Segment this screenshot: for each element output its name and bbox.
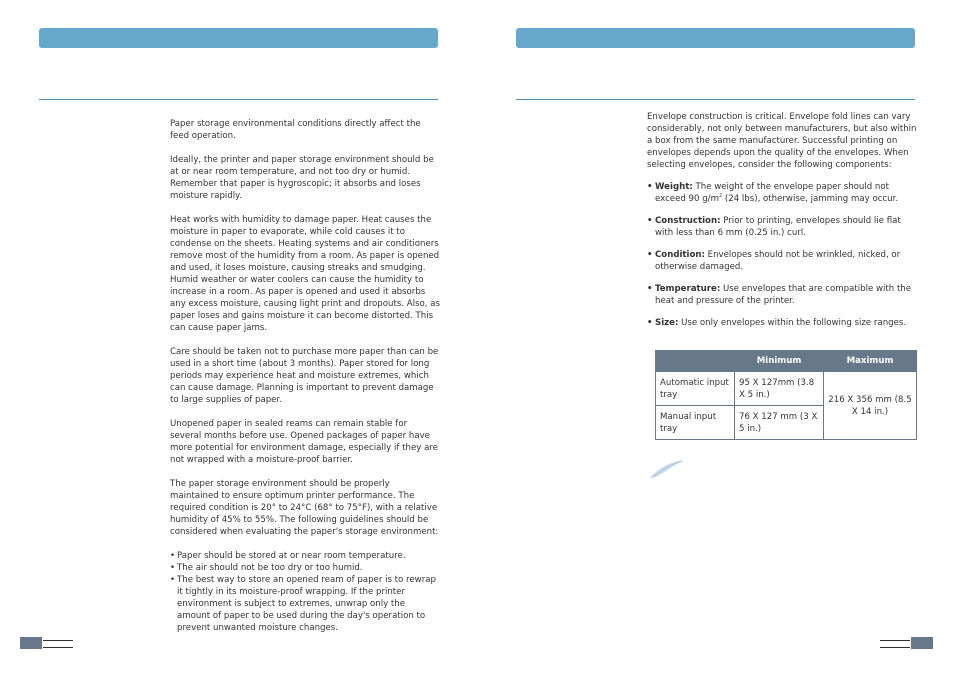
- term: Condition:: [655, 250, 705, 260]
- table-row: [656, 372, 917, 406]
- description: The weight of the envelope paper should not exceed 90 g/m: [655, 182, 889, 204]
- header-cell: Minimum: [735, 351, 824, 372]
- header-cell: [656, 351, 735, 372]
- left-footer-line: [43, 647, 73, 648]
- paragraph: Ideally, the printer and paper storage environment should be at or near room temperature, and not too dry or humid. Remember that paper is hygroscopic; it absorbs and loses moisture rapidly.: [170, 155, 434, 201]
- guidelines-list: [170, 550, 440, 634]
- left-footer-line: [43, 640, 73, 641]
- minimum-cell: 76 X 127 mm (3 X 5 in.): [735, 406, 824, 440]
- description: Use envelopes that are compatible with the heat and pressure of the printer.: [655, 284, 912, 306]
- description: (24 lbs), otherwise, jamming may occur.: [722, 194, 899, 204]
- right-rule: [516, 99, 915, 100]
- left-footer-box: [20, 637, 42, 649]
- term: Temperature:: [655, 284, 721, 294]
- maximum-cell: 216 X 356 mm (8.5 X 14 in.): [824, 372, 917, 440]
- feather-icon: [648, 458, 686, 480]
- description: Envelopes should not be wrinkled, nicked, or otherwise damaged.: [655, 250, 901, 272]
- row-label: Automatic input tray: [656, 372, 735, 406]
- right-footer-line: [880, 647, 910, 648]
- right-footer-line: [880, 640, 910, 641]
- list-item: • The air should not be too dry or too humid.: [170, 562, 440, 574]
- superscript: 2: [718, 193, 723, 199]
- paragraph: Care should be taken not to purchase more paper than can be used in a short time (about 3 months). Paper stored for long periods may experience heat and moisture extremes, which can cause damage. Planning is important to prevent damage to large supplies of paper.: [170, 347, 439, 405]
- right-header-bar: [516, 28, 915, 48]
- right-body: [647, 111, 917, 339]
- term: Construction:: [655, 216, 721, 226]
- row-label: Manual input tray: [656, 406, 735, 440]
- left-rule: [39, 99, 438, 100]
- list-item: [647, 249, 917, 273]
- right-footer-box: [911, 637, 933, 649]
- paragraph: Paper storage environmental conditions directly affect the feed operation.: [170, 119, 421, 141]
- list-item: [647, 181, 917, 205]
- list-item: • The best way to store an opened ream of paper is to rewrap it tightly in its moisture-proof wrapping. If the printer environment is subject to extremes, unwrap only the amount of paper to be used during the day's operation to prevent unwanted moisture changes.: [170, 574, 440, 634]
- list-item: [647, 215, 917, 239]
- left-body: [170, 118, 440, 634]
- paragraph: The paper storage environment should be properly maintained to ensure optimum printer performance. The required condition is 20° to 24°C (68° to 75°F), with a relative humidity of 45% to 55%. The following guidelines should be considered when evaluating the paper's storage environment:: [170, 479, 439, 537]
- term: Size:: [655, 318, 679, 328]
- paragraph: Unopened paper in sealed reams can remain stable for several months before use. Opened packages of paper have more potential for environment damage, especially if they are not wrapped with a moisture-proof barrier.: [170, 419, 438, 465]
- minimum-cell: 95 X 127mm (3.8 X 5 in.): [735, 372, 824, 406]
- envelope-size-table: [655, 350, 917, 440]
- table-header-row: [656, 351, 917, 372]
- header-cell: Maximum: [824, 351, 917, 372]
- list-item: • Paper should be stored at or near room temperature.: [170, 550, 440, 562]
- components-list: [647, 181, 917, 329]
- description: Use only envelopes within the following size ranges.: [678, 318, 907, 328]
- paragraph: Heat works with humidity to damage paper. Heat causes the moisture in paper to evaporate, while cold causes it to condense on the sheets. Heating systems and air conditioners remove most of the humidity from a room. As paper is opened and used, it loses moisture, causing streaks and smudging. Humid weather or water coolers can cause the humidity to increase in a room. As paper is opened and used it absorbs any excess moisture, causing light print and dropouts. Also, as paper loses and gains moisture it can become distorted. This can cause paper jams.: [170, 215, 440, 333]
- list-item: [647, 283, 917, 307]
- left-header-bar: [39, 28, 438, 48]
- description: Prior to printing, envelopes should lie flat with less than 6 mm (0.25 in.) curl.: [655, 216, 901, 238]
- list-item: [647, 317, 917, 329]
- term: Weight:: [655, 182, 693, 192]
- intro-paragraph: Envelope construction is critical. Envelope fold lines can vary considerably, not only between manufacturers, but also within a box from the same manufacturer. Successful printing on envelopes depends upon the quality of the envelopes. When selecting envelopes, consider the following components:: [647, 112, 917, 170]
